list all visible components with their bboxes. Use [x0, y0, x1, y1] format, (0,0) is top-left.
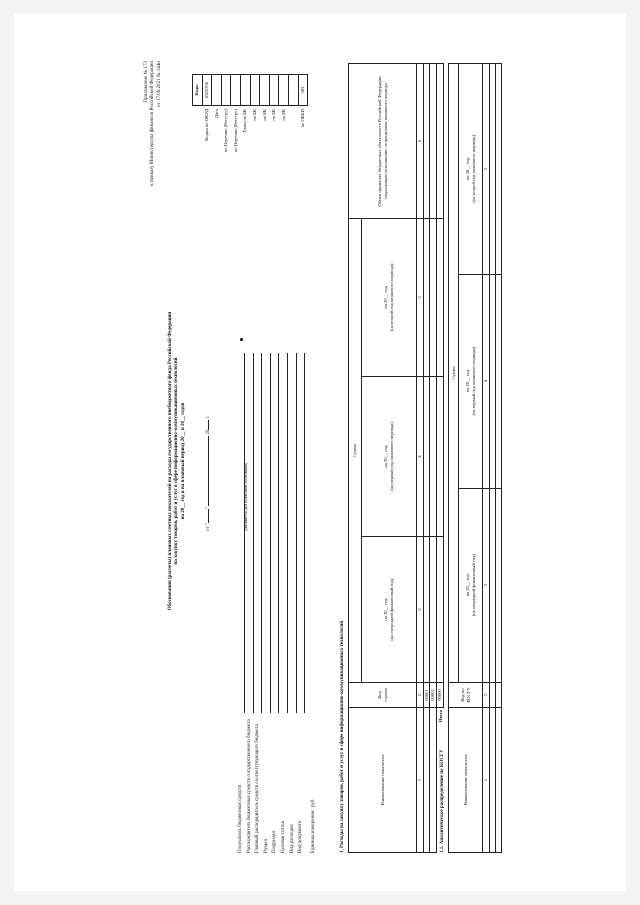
unit-row [311, 353, 323, 853]
fields-block [238, 353, 323, 853]
title-line1: Обоснования (расчеты) плановых сметных показателей на расходы государственного внебюджетного фонда Российской Федерации [168, 311, 173, 611]
section11-table [448, 63, 502, 853]
date-mid: " [206, 507, 211, 510]
s11-h-year1 [459, 488, 483, 682]
s11-h-sum: Сумма [449, 64, 459, 683]
s11-h-year2 [459, 274, 483, 488]
code-value: 0505706 [202, 75, 212, 106]
s1-h-y3: на 20__ год [383, 286, 389, 309]
document-sheet [14, 14, 626, 891]
code-label: Глава по БК [242, 109, 248, 133]
code-label [288, 106, 298, 182]
field-label: Получатель бюджетных средств [238, 784, 243, 853]
codes-table [192, 74, 308, 181]
unit-value: руб [310, 799, 316, 807]
s1-total-code: 90000 [437, 683, 444, 708]
s1-row-code: 00001 [423, 683, 430, 708]
appendix-block [144, 61, 163, 261]
appendix-line2: к приказу Министерства финансов Российской Федерации [150, 61, 156, 186]
field-label: Вид расходов [289, 824, 295, 853]
code-label: по БК [261, 109, 267, 121]
date-note: (указывается дата подписания обоснований) [244, 462, 249, 531]
s1-h-year2 [362, 376, 417, 536]
code-label: по Перечню (Реестру) [232, 109, 238, 153]
field-row [281, 353, 290, 853]
s1-h-y3s: (на второй год планового периода) [389, 263, 394, 332]
date-year-prefix: 20 [206, 429, 211, 435]
s1-h-code: Код строки [349, 683, 417, 708]
date-suffix: г. [206, 415, 211, 419]
section1-title: 1. Расходы на закупку товаров, работ и услуг в сфере информационно-коммуникационных технологий [340, 620, 345, 853]
s1-colnum: 1 [417, 708, 424, 853]
scan-speck [240, 338, 243, 341]
s1-colnum: 6 [417, 64, 424, 219]
table-row [423, 64, 430, 853]
code-label: по БК [280, 109, 286, 121]
field-row [272, 353, 281, 853]
s1-colnum: 2 [417, 683, 424, 708]
s11-h-name: Наименование показателя [449, 708, 483, 853]
s11-h-y2s: (на первый год планового периода) [470, 346, 476, 416]
code-label: по БК [271, 109, 277, 121]
s1-h-year1 [362, 537, 417, 683]
s1-h-year3 [362, 219, 417, 377]
s1-row-code: 00002 [430, 683, 437, 708]
s11-colnum: 2 [483, 683, 490, 708]
field-row [247, 353, 256, 853]
code-label: по ОКЕИ [299, 109, 305, 128]
code-value [269, 75, 279, 106]
code-value [231, 75, 241, 106]
s11-colnum: 4 [483, 274, 490, 488]
field-row [255, 353, 264, 853]
code-value [279, 75, 289, 106]
code-label: по Перечню (Реестру) [223, 109, 229, 153]
field-label: Подраздел [272, 830, 278, 853]
date-prefix: от " [206, 523, 211, 531]
s1-h-obligations: Объем принятых бюджетных обязательств Российской Федерации, подлежащих исполнению за пределами планового периода [349, 64, 417, 219]
s1-total-label: Итого [437, 710, 443, 723]
field-row [264, 353, 273, 853]
field-label: Распорядитель бюджетных средств государственного бюджета [246, 719, 252, 853]
field-row [298, 353, 307, 853]
s11-colnum: 3 [483, 488, 490, 682]
s11-colnum: 5 [483, 64, 490, 275]
code-value [260, 75, 270, 106]
s11-h-year3 [459, 64, 483, 275]
code-value: 383 [298, 75, 308, 106]
code-label: Дата [213, 109, 219, 119]
unit-label: Единица измерения: [310, 809, 316, 853]
s11-h-y1: на 20__ год [464, 574, 470, 597]
section1-table [348, 63, 444, 853]
rotated-form [140, 56, 500, 861]
field-row [238, 353, 247, 853]
s1-h-y1s: (на очередной финансовый год) [389, 578, 394, 641]
appendix-line3: от 17.09.2021 № 144н [156, 61, 162, 107]
form-title [168, 181, 187, 741]
s11-h-y3: на 20__ год [464, 157, 470, 180]
code-value [288, 75, 298, 106]
table-row [495, 64, 501, 853]
code-label: по БК [251, 109, 257, 121]
field-label: Вид документа [298, 820, 304, 853]
s11-h-y3s: (на второй год планового периода) [470, 134, 476, 203]
s11-h-code: Код по КОСГУ [449, 683, 483, 708]
s11-h-y1s: (на очередной финансовый год) [470, 554, 476, 617]
field-label: Целевая статья [280, 821, 286, 853]
title-line3: на 20__ год и на плановый период 20__ и 20__ годов [180, 402, 186, 520]
title-line2: на закупку товаров, работ и услуг в сфере информационно-коммуникационных технологий [174, 357, 180, 565]
s1-h-sum: Сумма [349, 219, 362, 683]
s1-h-y2: на 20__ год [383, 445, 389, 468]
s1-h-name: Наименование показателя [349, 708, 417, 853]
code-value [250, 75, 260, 106]
code-value [221, 75, 231, 106]
section11-title: 1.1. Аналитическое распределение по КОСГУ [440, 749, 445, 853]
s11-colnum: 1 [483, 708, 490, 853]
s1-h-y2s: (на первый год планового периода) [389, 422, 394, 491]
table-row [430, 64, 437, 853]
s11-h-y2: на 20__ год [464, 369, 470, 393]
field-label: Главный распорядитель средств соответствующего бюджета [255, 724, 261, 853]
s1-h-y1: на 20__ год [383, 598, 389, 621]
codes-header: Коды [193, 75, 203, 106]
s1-colnum: 4 [417, 376, 424, 536]
field-row [290, 353, 299, 853]
s1-colnum: 5 [417, 219, 424, 377]
total-row [437, 64, 444, 853]
code-value [240, 75, 250, 106]
code-label: Форма по ОКУД [204, 109, 210, 142]
code-value [212, 75, 222, 106]
appendix-line1: Приложение № 173 [144, 61, 149, 103]
s1-colnum: 3 [417, 537, 424, 683]
field-label: Раздел [263, 838, 269, 853]
